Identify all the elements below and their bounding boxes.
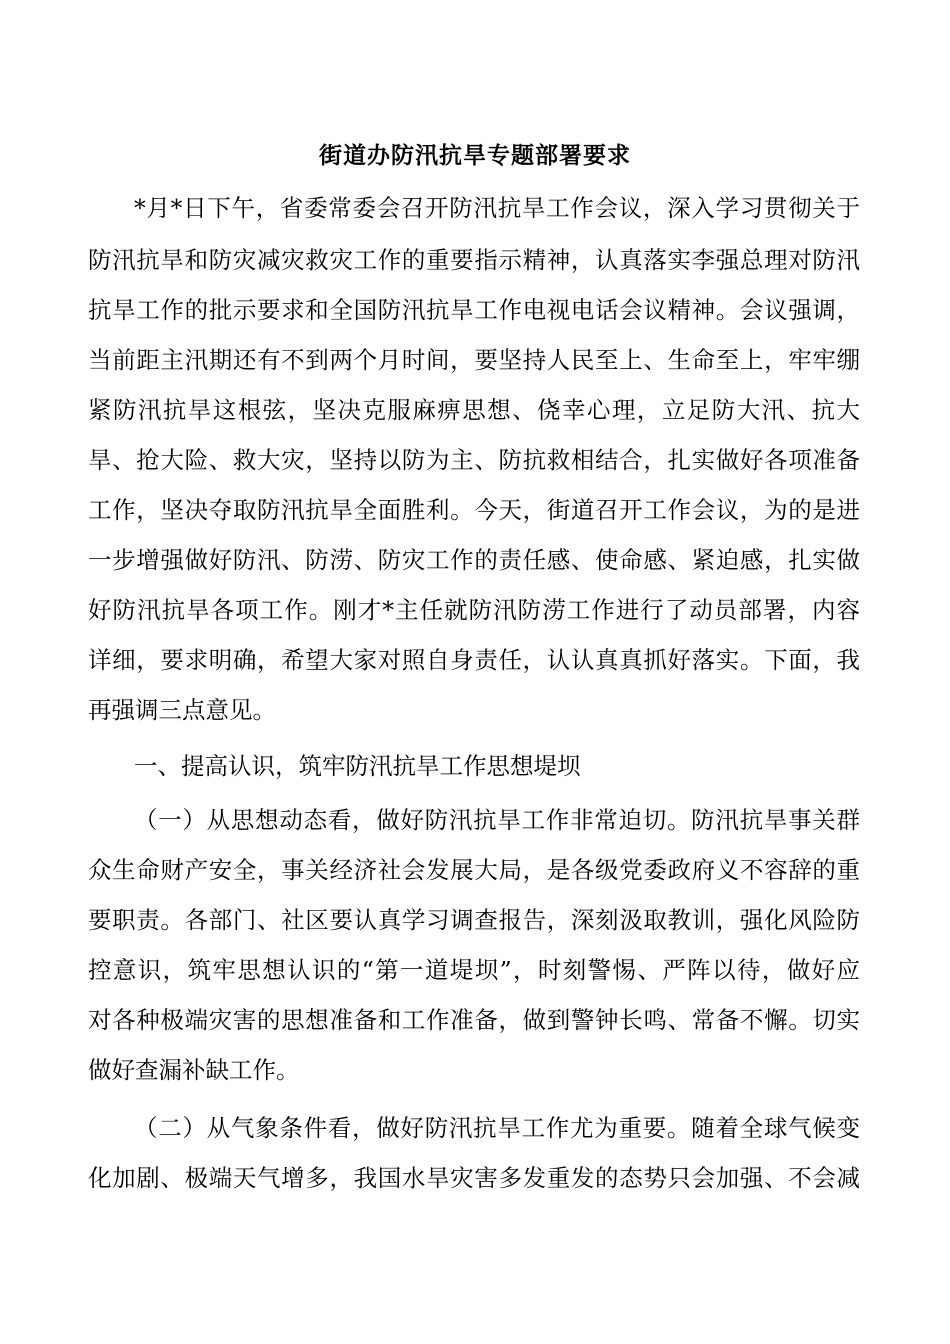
subsection-line: 做好查漏补缺工作。 [88, 1056, 300, 1084]
subsection-line: （一）从思想动态看，做好防汛抗旱工作非常迫切。防汛抗旱事关群 [134, 806, 860, 834]
paragraph-line: 防汛抗旱和防灾减灾救灾工作的重要指示精神，认真落实李强总理对防汛 [88, 246, 860, 274]
paragraph-line: 紧防汛抗旱这根弦，坚决克服麻痹思想、侥幸心理，立足防大汛、抗大 [88, 396, 860, 424]
paragraph-line: 抗旱工作的批示要求和全国防汛抗旱工作电视电话会议精神。会议强调， [88, 296, 860, 324]
document-title: 街道办防汛抗旱专题部署要求 [319, 142, 631, 169]
paragraph-line: 当前距主汛期还有不到两个月时间，要坚持人民至上、生命至上，牢牢绷 [88, 346, 860, 374]
subsection-line: 控意识，筑牢思想认识的“第一道堤坝”，时刻警惕、严阵以待，做好应 [88, 956, 860, 984]
subsection-line: 要职责。各部门、社区要认真学习调查报告，深刻汲取教训，强化风险防 [88, 906, 860, 934]
paragraph-line: 工作，坚决夺取防汛抗旱全面胜利。今天，街道召开工作会议，为的是进 [88, 496, 860, 524]
section-heading: 一、提高认识，筑牢防汛抗旱工作思想堤坝 [134, 752, 581, 780]
paragraph-line: 详细，要求明确，希望大家对照自身责任，认认真真抓好落实。下面，我 [88, 646, 860, 674]
subsection-line: 众生命财产安全，事关经济社会发展大局，是各级党委政府义不容辞的重 [88, 856, 860, 884]
subsection-line: 化加剧、极端天气增多，我国水旱灾害多发重发的态势只会加强、不会减 [88, 1164, 860, 1192]
subsection-line: （二）从气象条件看，做好防汛抗旱工作尤为重要。随着全球气候变 [134, 1114, 860, 1142]
subsection-line: 对各种极端灾害的思想准备和工作准备，做到警钟长鸣、常备不懈。切实 [88, 1006, 860, 1034]
paragraph-line: 再强调三点意见。 [88, 696, 276, 724]
paragraph-line: 一步增强做好防汛、防涝、防灾工作的责任感、使命感、紧迫感，扎实做 [88, 546, 860, 574]
paragraph-line: 旱、抢大险、救大灾，坚持以防为主、防抗救相结合，扎实做好各项准备 [88, 446, 860, 474]
paragraph-line: *月*日下午，省委常委会召开防汛抗旱工作会议，深入学习贯彻关于 [134, 194, 860, 222]
paragraph-line: 好防汛抗旱各项工作。刚才*主任就防汛防涝工作进行了动员部署，内容 [88, 596, 860, 624]
